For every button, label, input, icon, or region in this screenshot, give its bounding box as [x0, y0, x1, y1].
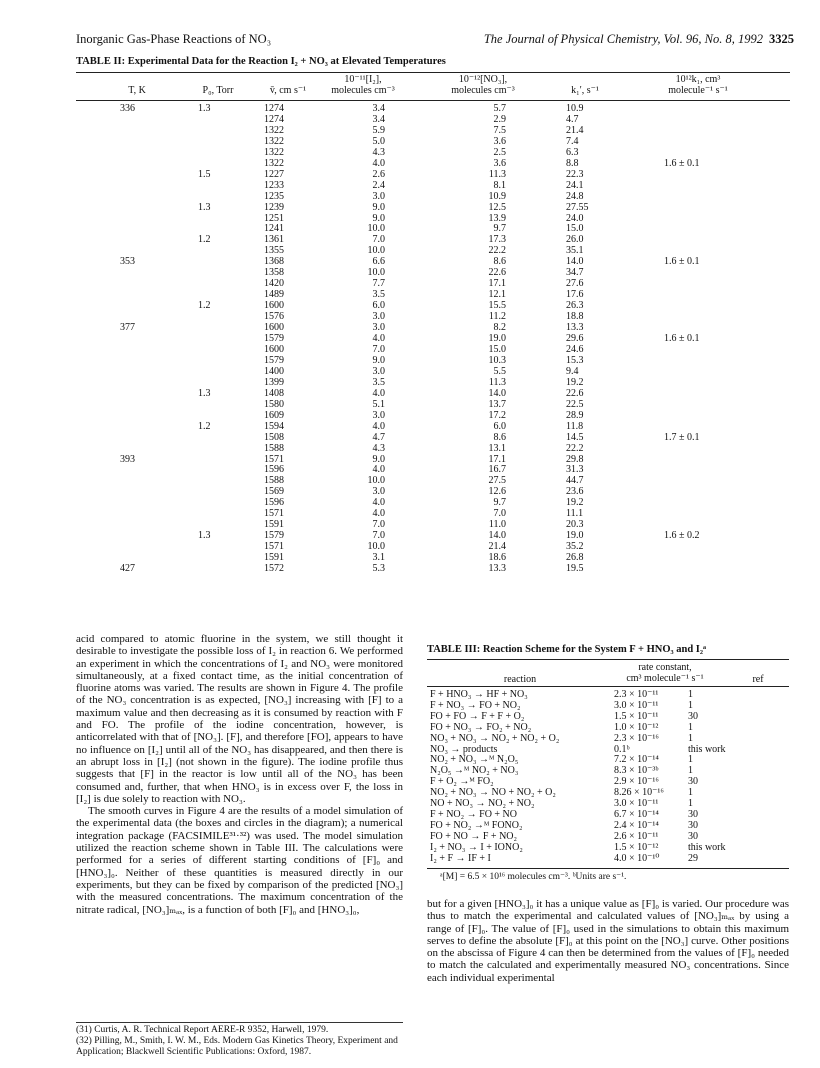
references-rule: [76, 1022, 403, 1023]
table3-reaction: NO₂ + NO₃ → NO + NO₂ + O₂: [430, 787, 556, 799]
table2-title: Experimental Data for the Reaction I₂ + NO₃ at Elevated Temperatures: [127, 56, 446, 67]
table2-column-pressure: 1.3 1.5 1.3 1.2 1.2 1.3 1.2 1.3: [198, 103, 211, 542]
table3-reaction: N₂O₅ →ᴹ NO₂ + NO₃: [430, 765, 519, 777]
table3-rate: 6.7 × 10⁻¹⁴: [614, 808, 659, 820]
table3-footnote: ᵃ[M] = 6.5 × 10¹⁶ molecules cm⁻³. ᵇUnits are s⁻¹.: [440, 872, 627, 882]
table3-reaction: FO + NO₂ →ᴹ FONO₂: [430, 819, 523, 831]
running-title: Inorganic Gas-Phase Reactions of NO₃: [76, 32, 272, 46]
table3-ref: 30: [688, 776, 698, 788]
table3-ref: this work: [688, 841, 726, 853]
table3-title: Reaction Scheme for the System F + HNO₃ and I₂ᵃ: [482, 644, 707, 655]
table2-col-v: v̄, cm s⁻¹: [269, 85, 307, 96]
table3-ref: 1: [688, 798, 693, 810]
table3-reaction: F + NO₂ → FO + NO: [430, 808, 517, 820]
table3-ref: 30: [688, 710, 698, 722]
table3-reaction: FO + NO₃ → FO₂ + NO₂: [430, 721, 532, 733]
table2-col-NO3: [438, 74, 528, 96]
page-number: 3325: [769, 32, 794, 46]
table2-column-NO3: 5.7 2.9 7.5 3.6 2.5 3.6 11.3 8.1 10.9 12.5 13.9 9.7 17.3 22.2 8.6 22.6 17.1 12.1 15.5 11.2 8.2 19.0 15.0 10.3 5.5 11.3 14.0 13.7 17.2 6.0 8.6 13.1 17.1 16.7 27.5 12.6 9.7 7.0 11.0 14.0 21.4 18.6 13.3: [488, 103, 506, 575]
table3-rate: 8.26 × 10⁻¹⁶: [614, 787, 664, 799]
table2-col-T: T, K: [128, 85, 146, 96]
table3-reaction: NO₃ → products: [430, 743, 498, 755]
table3-rate: 1.0 × 10⁻¹²: [614, 721, 659, 733]
table3-reaction: NO + NO₃ → NO₂ + NO₂: [430, 798, 535, 810]
table3-rate: 1.5 × 10⁻¹²: [614, 841, 659, 853]
table2-header-rule: [76, 100, 790, 101]
table2-column-temperature: 336 353 377 393 427: [120, 103, 135, 575]
table3-col-rate: [605, 662, 725, 684]
table3-ref: 1: [688, 689, 693, 700]
reference-31: (31) Curtis, A. R. Technical Report AERE-R 9352, Harwell, 1979.: [76, 1025, 329, 1035]
table3-reaction: F + O₂ →ᴹ FO₂: [430, 776, 494, 788]
table3-reaction: I₂ + F → IF + I: [430, 852, 491, 864]
table3-ref: 1: [688, 699, 693, 711]
table3-rate: 4.0 × 10⁻¹⁰: [614, 852, 660, 864]
table3-rate: 2.3 × 10⁻¹¹: [614, 689, 659, 700]
table2-col-I2: [318, 74, 408, 96]
table3-row: [430, 723, 790, 734]
table3-body: [430, 690, 790, 865]
table3-ref: 30: [688, 819, 698, 831]
table3-ref: 29: [688, 852, 698, 864]
table2-col-P: P₀, Torr: [202, 85, 234, 96]
table3-reaction: NO₃ + NO₃ → NO₂ + NO₂ + O₂: [430, 732, 560, 744]
table3-rate: 2.4 × 10⁻¹⁴: [614, 819, 659, 831]
table3-reaction: F + HNO₃ → HF + NO₃: [430, 689, 528, 700]
right-body-text: [427, 898, 789, 984]
table3-header-rule: [427, 686, 789, 687]
table3-ref: 1: [688, 765, 693, 777]
paragraph: acid compared to atomic fluorine in the system, we still thought it desirable to investigate the possible loss of I₂ in reaction 6. We performed an experiment in which the concentrations of I₂ and NO₃ were monitored simultaneously, at a fixed contact time, as the initial concentration of fluorine atoms was varied. The results are shown in Figure 4. The profile of the NO₃ concentration is as expected, [NO₃] increasing with [F] to a maximum value and then decreasing as it is consumed by reaction with F and FO. The profile of the iodine concentration, however, is anticorrelated with that of [NO₃]. [F], and therefore [FO], appears to have no influence on [I₂] until all of the NO₃ has disappeared, and then there is an abrupt loss in [I₂] (not shown in the figure). The iodine profile thus suggests that [F] in the reactor is low until all of the NO₃ has been consumed and, further, that when HNO₃ is in excess over F, the loss in [I₂] is due solely to reaction with NO₃.: [76, 633, 403, 805]
journal-name: The Journal of Physical Chemistry, Vol. 96, No. 8, 1992: [483, 32, 763, 46]
table2-col-I2-line1: 10⁻¹¹[I₂],: [344, 74, 382, 85]
table2-column-velocity: 1274 1274 1322 1322 1322 1322 1227 1233 1235 1239 1251 1241 1361 1355 1368 1358 1420 1489 1600 1576 1600 1579 1600 1579 1400 1399 1408 1580 1609 1594 1508 1588 1571 1596 1588 1569 1596 1571 1591 1579 1571 1591 1572: [264, 103, 284, 575]
table3-ref: 30: [688, 830, 698, 842]
table3-rate: 2.9 × 10⁻¹⁶: [614, 776, 659, 788]
paragraph: but for a given [HNO₃]₀ it has a unique value as [F]₀ is varied. Our procedure was thus to match the experimental and calculated values of [NO₃]ₘₐₓ by using a range of [F]₀. The value of [F]₀ used in the simulations to obtain this maximum serves to define the absolute [F]₀ at this point on the [NO₃] curve. Other positions on the abscissa of Figure 4 can then be determined from the values of [F]₀ needed to match the calculated and experimentally measured NO₃ concentrations. Since each individual experimental: [427, 898, 789, 984]
table3-ref: this work: [688, 743, 726, 755]
table2-column-I2: 3.4 3.4 5.9 5.0 4.3 4.0 2.6 2.4 3.0 9.0 9.0 10.0 7.0 10.0 6.6 10.0 7.7 3.5 6.0 3.0 3.0 4.0 7.0 9.0 3.0 3.5 4.0 5.1 3.0 4.0 4.7 4.3 9.0 4.0 10.0 3.0 4.0 4.0 7.0 7.0 10.0 3.1 5.3: [367, 103, 385, 575]
table3-reaction: I₂ + NO₃ → I + IONO₂: [430, 841, 523, 853]
table3-reaction: F + NO₃ → FO + NO₂: [430, 699, 521, 711]
table3-rate: 8.3 × 10⁻³ᵇ: [614, 765, 659, 777]
table3-col-rate-line1: rate constant,: [638, 662, 692, 673]
table3-top-rule: [427, 659, 789, 660]
table2-col-k1: [638, 74, 758, 96]
table2-col-k: k₁′, s⁻¹: [571, 85, 599, 96]
table2-caption: [76, 56, 446, 67]
table2-col-NO3-line2: molecules cm⁻³: [451, 85, 515, 96]
table3-rate: 7.2 × 10⁻¹⁴: [614, 754, 659, 766]
table2-column-k-prime: 10.9 4.7 21.4 7.4 6.3 8.8 22.3 24.1 24.8 27.55 24.0 15.0 26.0 35.1 14.0 34.7 27.6 17.6 26.3 18.8 13.3 29.6 24.6 15.3 9.4 19.2 22.6 22.5 28.9 11.8 14.5 22.2 29.8 31.3 44.7 23.6 19.2 11.1 20.3 19.0 35.2 26.8 19.5: [566, 103, 589, 575]
references: [76, 1025, 406, 1058]
table3-reaction: FO + NO → F + NO₂: [430, 830, 517, 842]
table3-ref: 1: [688, 754, 693, 766]
table3-col-reaction: reaction: [503, 674, 537, 685]
table3-row: [430, 843, 790, 854]
reference-32: (32) Pilling, M., Smith, I. W. M., Eds. Modern Gas Kinetics Theory, Experiment and Application; Blackwell Scientific Publications: Oxford, 1987.: [76, 1036, 398, 1057]
table3-bottom-rule: [427, 868, 789, 869]
table2-col-k1-line2: molecule⁻¹ s⁻¹: [668, 85, 728, 96]
table3-ref: 30: [688, 808, 698, 820]
paragraph: The smooth curves in Figure 4 are the results of a model simulation of the experimental data (the boxes and circles in the diagram); a numerical integration package (FACSIMILE³¹·³²) was used. The model simulation utilized the reaction scheme shown in Table III. The calculations were performed for a series of different starting conditions of [F]₀ and [HNO₃]₀. Neither of these quantities is measured directly in our experiments, but they can be fixed by comparison of the predicted [NO₃] with the measured concentrations. The maximum concentration of the nitrate radical, [NO₃]ₘₐₓ, is a function of both [F]₀ and [HNO₃]₀,: [76, 805, 403, 916]
table3-col-rate-line2: cm³ molecule⁻¹ s⁻¹: [626, 673, 704, 684]
table3-col-ref: ref: [752, 674, 764, 685]
table3-reaction: NO₂ + NO₃ →ᴹ N₂O₅: [430, 754, 519, 766]
table2-col-NO3-line1: 10⁻¹²[NO₃],: [458, 74, 508, 85]
table2-label: TABLE II:: [76, 56, 126, 67]
table3-rate: 2.3 × 10⁻¹⁶: [614, 732, 659, 744]
table3-rate: 1.5 × 10⁻¹¹: [614, 710, 659, 722]
table3-caption: [427, 644, 706, 655]
journal-citation: [484, 32, 794, 47]
table2-column-k1: 1.6 ± 0.1 1.6 ± 0.1 1.6 ± 0.1 1.7 ± 0.1 1.6 ± 0.2: [664, 157, 700, 542]
table3-rate: 3.0 × 10⁻¹¹: [614, 798, 659, 810]
table3-ref: 1: [688, 721, 693, 733]
table3-ref: 1: [688, 787, 693, 799]
table3-reaction: FO + FO → F + F + O₂: [430, 710, 525, 722]
table3-rate: 2.6 × 10⁻¹¹: [614, 830, 659, 842]
table2-top-rule: [76, 72, 790, 73]
table3-row: [430, 854, 790, 865]
left-body-text: [76, 633, 403, 916]
table2-col-k1-line1: 10¹²k₁, cm³: [675, 74, 721, 85]
table3-rate: 0.1ᵇ: [614, 743, 630, 755]
table2-col-I2-line2: molecules cm⁻³: [331, 85, 395, 96]
table3-row: [430, 734, 790, 745]
table3-rate: 3.0 × 10⁻¹¹: [614, 699, 659, 711]
table3-label: TABLE III:: [427, 644, 481, 655]
table3-ref: 1: [688, 732, 693, 744]
